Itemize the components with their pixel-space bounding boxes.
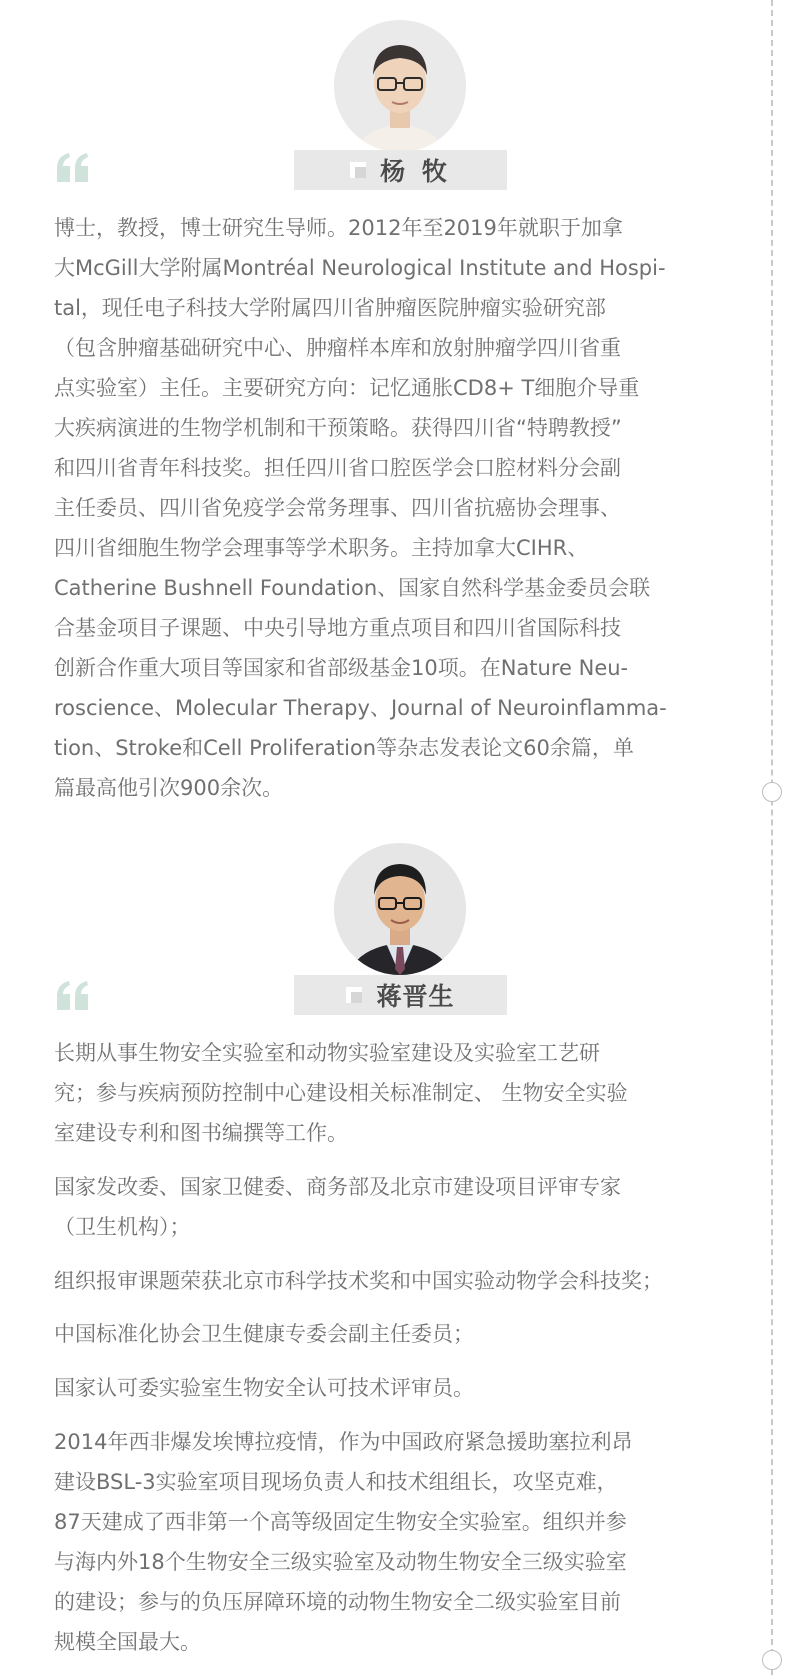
bio-line: 博士，教授，博士研究生导师。2012年至2019年就职于加拿	[54, 216, 623, 240]
avatar-photo	[334, 843, 466, 975]
bio-line: 创新合作重大项目等国家和省部级基金10项。在Nature Neu-	[54, 656, 629, 680]
name-tag	[294, 150, 507, 190]
paragraph-line: 中国标准化协会卫生健康专委会副主任委员；	[54, 1322, 474, 1346]
profile-paragraph	[54, 1314, 748, 1354]
paragraph-line: 国家认可委实验室生物安全认可技术评审员。	[54, 1376, 474, 1400]
paragraph-line: 的建设；参与的负压屏障环境的动物生物安全二级实验室目前	[54, 1590, 621, 1614]
paragraph-line: 国家发改委、国家卫健委、商务部及北京市建设项目评审专家	[54, 1175, 621, 1199]
profile-paragraph	[54, 1368, 748, 1408]
bio-line: 四川省细胞生物学会理事等学术职务。主持加拿大CIHR、	[54, 536, 589, 560]
divider-ring-marker	[762, 782, 782, 802]
paragraph-line: 建设BSL-3实验室项目现场负责人和技术组组长，攻坚克难，	[54, 1470, 618, 1494]
bio-line: 和四川省青年科技奖。担任四川省口腔医学会口腔材料分会副	[54, 456, 621, 480]
divider-ring-marker	[762, 1650, 782, 1670]
paragraph-line: 长期从事生物安全实验室和动物实验室建设及实验室工艺研	[54, 1041, 600, 1065]
profile-paragraph	[54, 1033, 748, 1153]
paragraph-line: 究；参与疾病预防控制中心建设相关标准制定、 生物安全实验	[54, 1081, 628, 1105]
profile-name: 杨 牧	[380, 157, 451, 186]
bio-line: 篇最高他引次900余次。	[54, 776, 284, 800]
paragraph-line: 室建设专利和图书编撰等工作。	[54, 1121, 348, 1145]
bio-line: 大McGill大学附属Montréal Neurological Institute and Hospi-	[54, 256, 666, 280]
bio-line: tion、Stroke和Cell Proliferation等杂志发表论文60余篇，单	[54, 736, 634, 760]
profile-paragraph	[54, 1261, 748, 1301]
paragraph-line: 组织报审课题荣获北京市科学技术奖和中国实验动物学会科技奖；	[54, 1269, 663, 1293]
dashed-divider	[771, 0, 773, 1675]
quote-icon	[55, 980, 91, 1012]
paragraph-line: （卫生机构）；	[54, 1215, 191, 1239]
avatar-photo	[334, 20, 466, 152]
profile-paragraph	[54, 1167, 748, 1247]
bio-line: Catherine Bushnell Foundation、国家自然科学基金委员会联	[54, 576, 651, 600]
profile-name: 蒋晋生	[376, 982, 455, 1011]
bio-line: （包含肿瘤基础研究中心、肿瘤样本库和放射肿瘤学四川省重	[54, 336, 621, 360]
bio-line: 合基金项目子课题、中央引导地方重点项目和四川省国际科技	[54, 616, 621, 640]
bio-line: 点实验室）主任。主要研究方向：记忆通胀CD8+ T细胞介导重	[54, 376, 640, 400]
bio-line: 大疾病演进的生物学机制和干预策略。获得四川省“特聘教授”	[54, 416, 622, 440]
bio-line: tal，现任电子科技大学附属四川省肿瘤医院肿瘤实验研究部	[54, 296, 606, 320]
paragraph-line: 与海内外18个生物安全三级实验室及动物生物安全三级实验室	[54, 1550, 627, 1574]
paragraph-line: 2014年西非爆发埃博拉疫情，作为中国政府紧急援助塞拉利昂	[54, 1430, 633, 1454]
paragraph-line: 87天建成了西非第一个高等级固定生物安全实验室。组织并参	[54, 1510, 627, 1534]
name-tag	[294, 975, 507, 1015]
bio-line: roscience、Molecular Therapy、Journal of Neuroinflamma-	[54, 696, 667, 720]
paragraph-line: 规模全国最大。	[54, 1630, 201, 1654]
bio-line: 主任委员、四川省免疫学会常务理事、四川省抗癌协会理事、	[54, 496, 621, 520]
tag-square-icon	[346, 987, 362, 1003]
profile-paragraph	[54, 1422, 748, 1662]
tag-square-icon	[350, 162, 366, 178]
quote-icon	[55, 152, 91, 184]
profile-bio	[54, 208, 748, 808]
